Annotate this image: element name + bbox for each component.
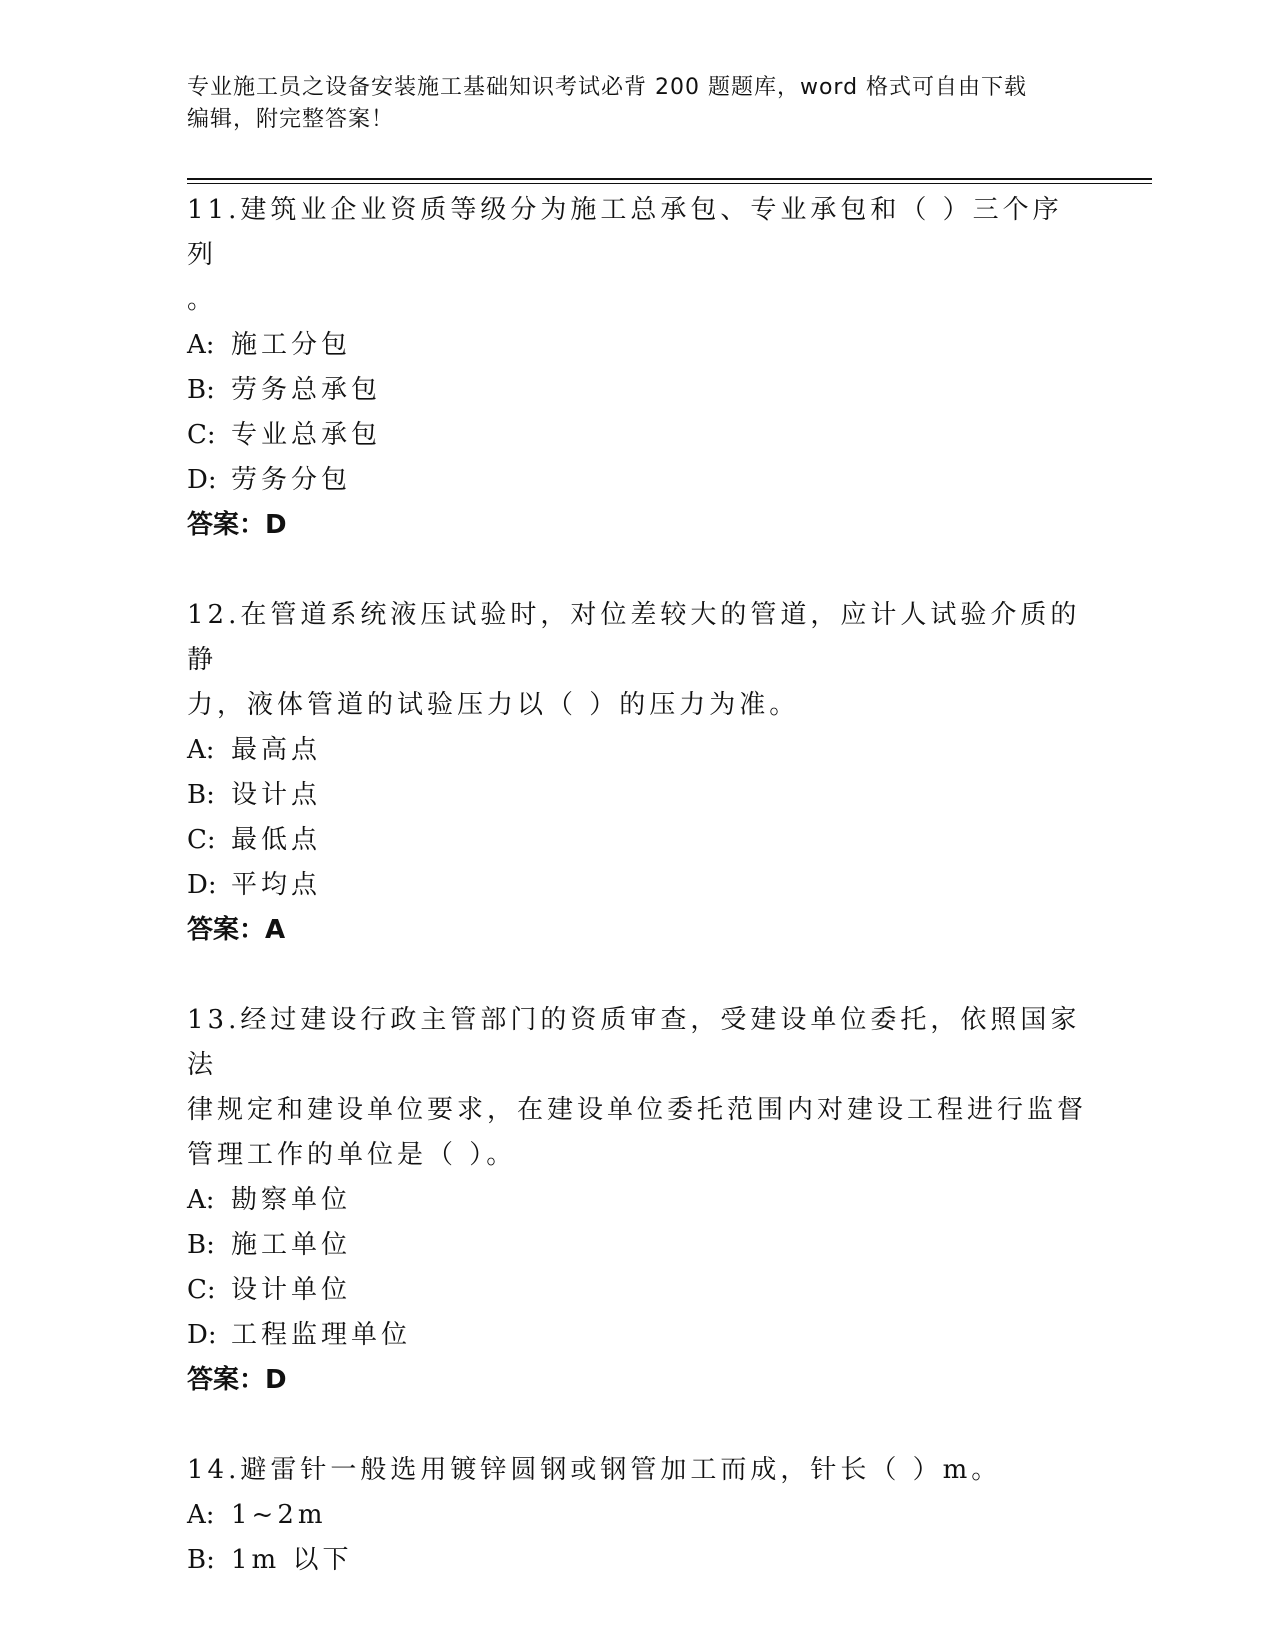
question-stem-line: 13.经过建设行政主管部门的资质审查，受建设单位委托，依照国家法 xyxy=(187,1005,1081,1080)
question-stem-line: 。 xyxy=(187,285,218,315)
option-c xyxy=(187,413,1087,458)
option-a xyxy=(187,1493,1087,1538)
option-text: 1m 以下 xyxy=(231,1545,353,1575)
question-stem-line: 律规定和建设单位要求，在建设单位委托范围内对建设工程进行监督 xyxy=(187,1095,1088,1125)
question-14 xyxy=(187,1448,1087,1583)
option-letter: A: xyxy=(187,1185,215,1215)
option-letter: D: xyxy=(187,465,217,495)
option-text: 最低点 xyxy=(231,825,322,855)
option-letter: D: xyxy=(187,870,217,900)
question-spacer xyxy=(187,953,1087,998)
option-b xyxy=(187,1538,1087,1583)
option-text: 1~2m xyxy=(231,1500,327,1530)
option-text: 最高点 xyxy=(231,735,322,765)
header-divider-thick xyxy=(187,178,1152,180)
option-d xyxy=(187,863,1087,908)
option-letter: B: xyxy=(187,375,215,405)
option-a xyxy=(187,728,1087,773)
option-letter: B: xyxy=(187,1545,215,1575)
option-text: 设计点 xyxy=(231,780,322,810)
header-title-line-1: 专业施工员之设备安装施工基础知识考试必背 200 题题库，word 格式可自由下载 xyxy=(187,75,1028,100)
answer-line: 答案：A xyxy=(187,915,286,945)
option-a xyxy=(187,323,1087,368)
option-text: 劳务总承包 xyxy=(231,375,382,405)
option-text: 勘察单位 xyxy=(231,1185,352,1215)
option-text: 工程监理单位 xyxy=(231,1320,412,1350)
option-c xyxy=(187,818,1087,863)
header-divider-thin xyxy=(187,183,1152,184)
option-text: 施工单位 xyxy=(231,1230,352,1260)
option-letter: C: xyxy=(187,825,216,855)
option-letter: C: xyxy=(187,1275,216,1305)
question-list xyxy=(187,188,1087,1583)
question-stem-line: 11.建筑业企业资质等级分为施工总承包、专业承包和（ ）三个序列 xyxy=(187,195,1063,270)
question-stem-line: 管理工作的单位是（ ）。 xyxy=(187,1140,517,1170)
option-letter: C: xyxy=(187,420,216,450)
option-text: 平均点 xyxy=(231,870,322,900)
option-a xyxy=(187,1178,1087,1223)
answer-line: 答案：D xyxy=(187,510,287,540)
option-text: 设计单位 xyxy=(231,1275,352,1305)
option-letter: A: xyxy=(187,735,215,765)
option-d xyxy=(187,1313,1087,1358)
option-b xyxy=(187,1223,1087,1268)
option-letter: B: xyxy=(187,780,215,810)
question-13 xyxy=(187,998,1087,1403)
question-spacer xyxy=(187,548,1087,593)
option-letter: A: xyxy=(187,330,215,360)
question-spacer xyxy=(187,1403,1087,1448)
option-text: 专业总承包 xyxy=(231,420,382,450)
option-text: 劳务分包 xyxy=(231,465,352,495)
header-title-line-2: 编辑，附完整答案！ xyxy=(187,107,395,132)
question-stem-line: 12.在管道系统液压试验时，对位差较大的管道，应计人试验介质的静 xyxy=(187,600,1081,675)
document-header xyxy=(187,72,1067,136)
question-12 xyxy=(187,593,1087,953)
option-c xyxy=(187,1268,1087,1313)
question-stem-line: 力，液体管道的试验压力以（ ）的压力为准。 xyxy=(187,690,800,720)
option-letter: A: xyxy=(187,1500,215,1530)
answer-line: 答案：D xyxy=(187,1365,287,1395)
option-letter: D: xyxy=(187,1320,217,1350)
option-letter: B: xyxy=(187,1230,215,1260)
question-stem-line: 14.避雷针一般选用镀锌圆钢或钢管加工而成，针长（ ）m。 xyxy=(187,1455,1002,1485)
option-b xyxy=(187,368,1087,413)
option-b xyxy=(187,773,1087,818)
option-d xyxy=(187,458,1087,503)
question-11 xyxy=(187,188,1087,548)
option-text: 施工分包 xyxy=(231,330,352,360)
